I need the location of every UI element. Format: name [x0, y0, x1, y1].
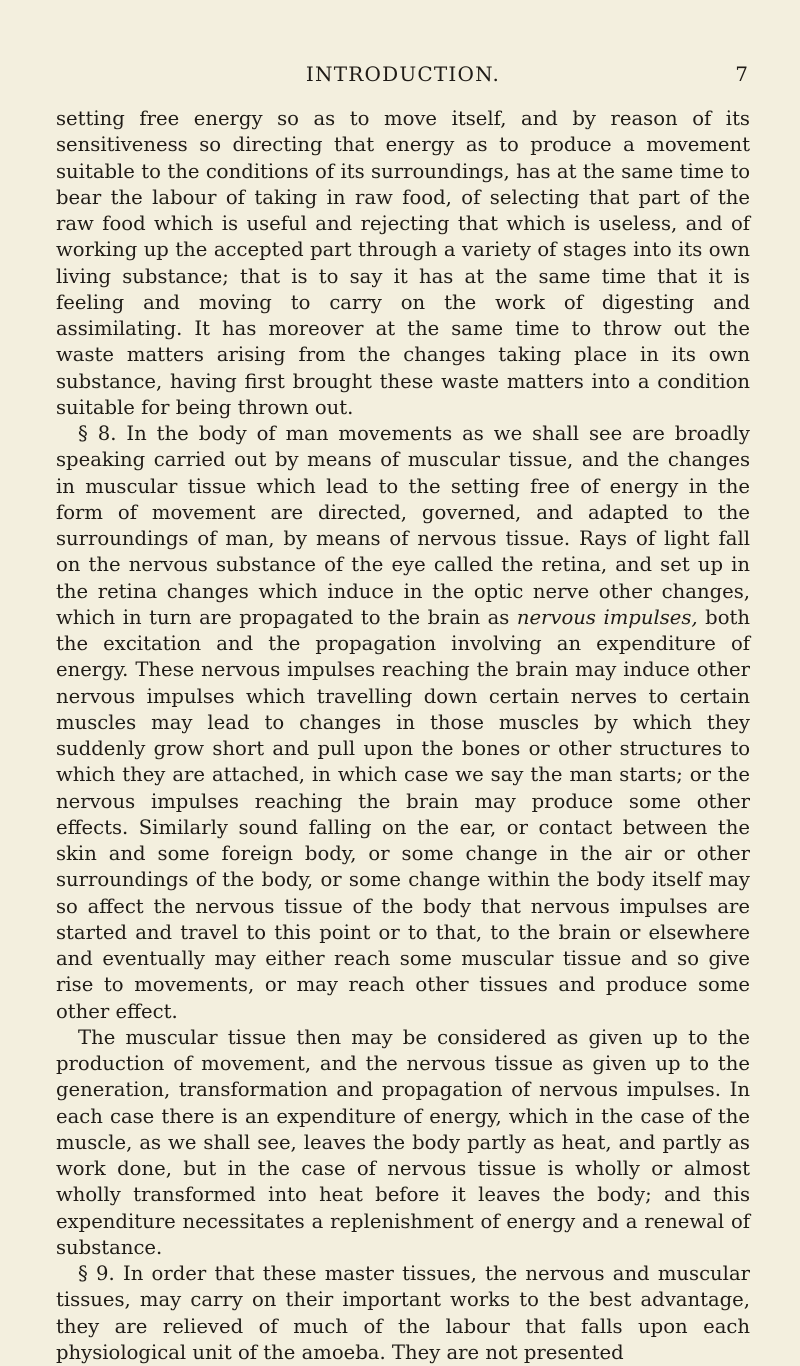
paragraph-muscular-tissue: The muscular tissue then may be considered as given up to the production of movement, and the nervous tissue as given up to the generation, transformation and propagation of nervous impulses. In each case there is an expenditure of energy, which in the case of the muscle, as we shall see, leaves the body partly as heat, and partly as work done, but in the case of nervous tissue is wholly or almost wholly transformed into heat before it leaves the body; and this expenditure necessitates a replenishment of energy and a renewal of substance.	[56, 1025, 750, 1259]
page-header	[56, 62, 750, 92]
paragraph-section-8-text-a: § 8. In the body of man movements as we shall see are broadly speaking carried out by means of muscular tissue, and the changes in muscular tissue which lead to the setting free of energy in the form of movement are directed, governed, and adapted to the surroundings of man, by means of nervous tissue. Rays of light fall on the nervous substance of the eye called the retina, and set up in the retina changes which induce in the optic nerve other changes, which in turn are propagated to the brain as	[56, 422, 750, 629]
running-head: INTRODUCTION.	[305, 62, 501, 86]
page-number: 7	[735, 62, 748, 86]
paragraph-section-8-text-b: both the excitation and the propagation involving an expenditure of energy. These nervous impulses reaching the brain may induce other nervous impulses which travelling down certain nerves to certain muscles may lead to changes in those muscles by which they suddenly grow short and pull upon the bones or other structures to which they are attached, in which case we say the man starts; or the nervous impulses reaching the brain may produce some other effects. Similarly sound falling on the ear, or contact between the skin and some foreign body, or some change in the air or other surroundings of the body, or some change within the body itself may so affect the nervous tissue of the body that nervous impulses are started and travel to this point or to that, to the brain or elsewhere and eventually may either reach some muscular tissue and so give rise to movements, or may reach other tissues and produce some other effect.	[56, 605, 750, 1023]
italic-term-nervous-impulses: nervous impulses,	[516, 605, 698, 629]
paragraph-section-9: § 9. In order that these master tissues, the nervous and muscular tissues, may carry on their important works to the best advantage, they are relieved of much of the labour that falls upon each physiological unit of the amoeba. They are not presented	[56, 1262, 750, 1364]
paragraph-continuation: setting free energy so as to move itself, and by reason of its sensitiveness so directing that energy as to produce a movement suitable to the conditions of its surroundings, has at the same time to bear the labour of taking in raw food, of selecting that part of the raw food which is useful and rejecting that which is useless, and of working up the accepted part through a variety of stages into its own living substance; that is to say it has at the same time that it is feeling and moving to carry on the work of digesting and assimilating. It has moreover at the same time to throw out the waste matters arising from the changes taking place in its own substance, having first brought these waste matters into a condition suitable for being thrown out.	[56, 107, 750, 419]
paragraph-section-8	[56, 421, 750, 1025]
body-text	[56, 106, 750, 1366]
